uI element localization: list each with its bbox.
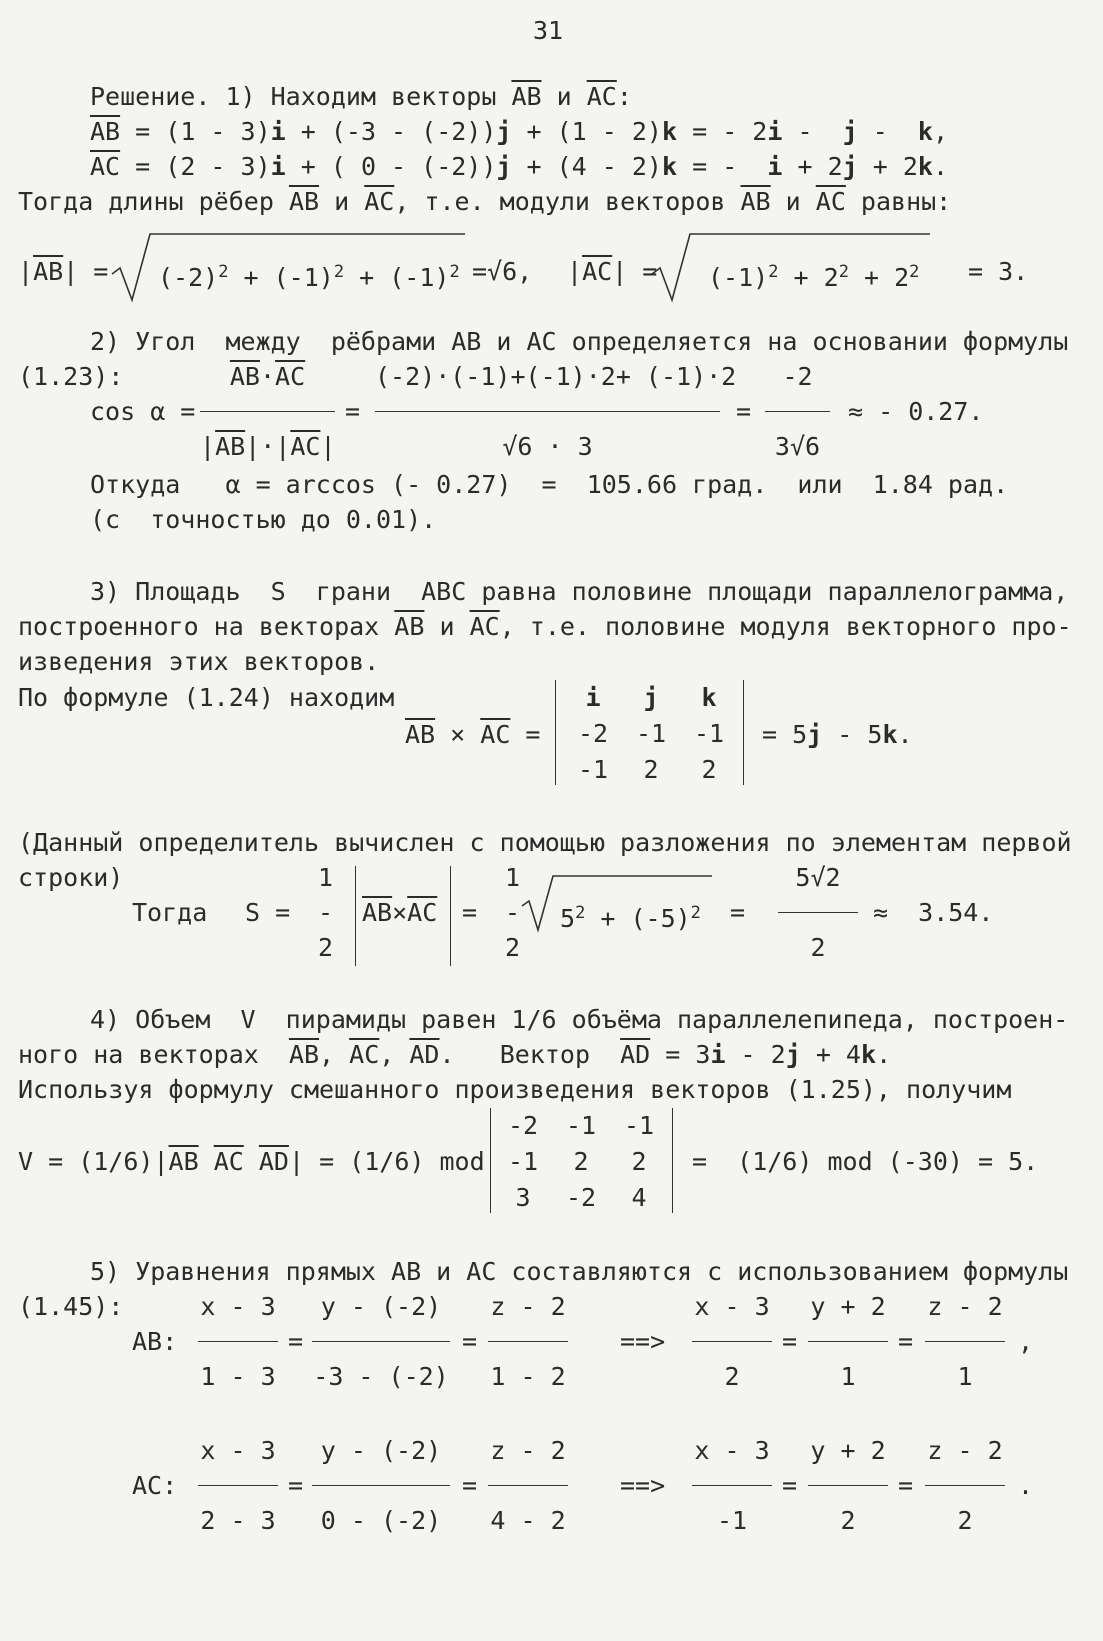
equation-numerator: z - 2 <box>490 1292 566 1321</box>
equation-denominator: 2 - 3 <box>200 1506 276 1535</box>
matrix-cell: i <box>585 683 601 712</box>
matrix-cell: 4 <box>631 1183 647 1212</box>
solution-heading: Решение. 1) Находим векторы $\overline{AB}$ и $\overline{AC}$: <box>90 82 632 111</box>
area-lhs: S = <box>245 898 291 927</box>
equation-fraction-line <box>925 1485 1005 1486</box>
equation-numerator: y + 2 <box>810 1292 886 1321</box>
matrix-cell: 2 <box>573 1147 589 1176</box>
half-denominator: 2 <box>505 933 521 962</box>
equals-sign: = <box>462 1471 478 1500</box>
determinant-bar-left <box>555 680 556 785</box>
matrix-cell: j <box>643 683 659 712</box>
equals-sign: = <box>462 898 478 927</box>
equals-sign: = <box>782 1471 798 1500</box>
lines-intro: 5) Уравнения прямых AB и AC составляются с использованием формулы <box>90 1257 1069 1286</box>
equals-sign: = <box>898 1471 914 1500</box>
equation-fraction-line <box>198 1341 278 1342</box>
equation-numerator: z - 2 <box>927 1292 1003 1321</box>
matrix-cell: -1 <box>577 755 609 784</box>
area-intro-3: изведения этих векторов. <box>18 647 380 676</box>
determinant-bar-right <box>672 1108 673 1213</box>
result-ab: =√6, <box>472 257 533 286</box>
equals-sign: = <box>736 397 752 426</box>
matrix-cell: 2 <box>631 1147 647 1176</box>
equation-denominator: 2 <box>957 1506 973 1535</box>
formula-ref-1-23: (1.23): <box>18 362 124 391</box>
matrix-cell: -1 <box>623 1111 655 1140</box>
equation-fraction-line <box>312 1341 450 1342</box>
determinant-note-1: (Данный определитель вычислен с помощью разложения по элементам первой <box>18 828 1072 857</box>
line-ab-label: AB: <box>132 1327 178 1356</box>
equation-denominator: 1 <box>957 1362 973 1391</box>
angle-result: Откуда α = arccos (- 0.27) = 105.66 град. или 1.84 рад. <box>90 470 1009 499</box>
matrix-cell: -1 <box>635 719 667 748</box>
determinant-bar-left <box>490 1108 491 1213</box>
equation-numerator: x - 3 <box>200 1436 276 1465</box>
cos-lhs: cos α = <box>90 397 196 426</box>
equals-sign: = <box>898 1327 914 1356</box>
radicand-ab: $(-2)^2 + (-1)^2 + (-1)^2$ <box>158 262 460 292</box>
modulus-ac-label: $|\overline{AC}|$ = <box>567 257 658 286</box>
equation-numerator: y - (-2) <box>320 1436 442 1465</box>
formula-ref-1-24: По формуле (1.24) находим <box>18 683 395 712</box>
equation-fraction-line <box>692 1341 772 1342</box>
equals-sign: = <box>288 1471 304 1500</box>
area-numerator: 5√2 <box>795 863 841 892</box>
matrix-cell: -2 <box>565 1183 597 1212</box>
cos-approx: ≈ - 0.27. <box>848 397 984 426</box>
abs-bar-right <box>450 866 451 966</box>
equation-period: . <box>1018 1471 1034 1500</box>
equation-fraction-line <box>808 1485 888 1486</box>
volume-intro-2: ного на векторах $\overline{AB}$, $\overline{AC}$, $\overline{AD}$. Вектор $\overline{AD} = 3i - 2j + 4k$. <box>18 1040 892 1069</box>
cos-denominator-2: √6 · 3 <box>502 432 593 461</box>
equation-fraction-line <box>312 1485 450 1486</box>
equation-numerator: z - 2 <box>490 1436 566 1465</box>
equals-sign: = <box>288 1327 304 1356</box>
equation-fraction-line <box>198 1485 278 1486</box>
matrix-cell: 3 <box>515 1183 531 1212</box>
equation-denominator: 4 - 2 <box>490 1506 566 1535</box>
equation-denominator: -3 - (-2) <box>313 1362 449 1391</box>
matrix-cell: -1 <box>693 719 725 748</box>
precision-note: (с точностью до 0.01). <box>90 505 437 534</box>
radicand-cross: $5^2 + (-5)^2$ <box>560 903 701 933</box>
equation-numerator: z - 2 <box>927 1436 1003 1465</box>
half-numerator: 1 <box>318 863 334 892</box>
equation-numerator: x - 3 <box>694 1436 770 1465</box>
vector-ac-line: $\overline{AC} = (2 - 3)i$ + ( 0 - (-2))j + (4 - 2)k = - i + 2j + 2k. <box>90 152 949 181</box>
equals-sign: = <box>730 898 746 927</box>
radicand-ac: $(-1)^2 + 2^2 + 2^2$ <box>708 262 920 292</box>
equation-denominator: -1 <box>716 1506 748 1535</box>
result-ac: = 3. <box>968 257 1029 286</box>
cross-product-lhs: $\overline{AB} \times \overline{AC}$ = <box>405 720 541 749</box>
cross-product-result: = 5j - 5k. <box>762 720 913 749</box>
equation-numerator: x - 3 <box>694 1292 770 1321</box>
matrix-cell: -1 <box>507 1147 539 1176</box>
cos-fraction-line-2 <box>375 411 720 412</box>
equation-denominator: 0 - (-2) <box>320 1506 442 1535</box>
equation-denominator: 1 - 2 <box>490 1362 566 1391</box>
equation-fraction-line <box>808 1341 888 1342</box>
vector-ab-line: $\overline{AB} = (1 - 3)i + (-3 - (-2))j + (1 - 2)k$ = - 2i - j - k, <box>90 117 949 146</box>
equals-sign: = <box>462 1327 478 1356</box>
equation-fraction-line <box>925 1341 1005 1342</box>
formula-ref-1-45: (1.45): <box>18 1292 124 1321</box>
modulus-ab-label: $|\overline{AB}|$ = <box>18 257 109 286</box>
page-number: 31 <box>533 16 564 45</box>
equation-denominator: 1 <box>840 1362 856 1391</box>
lengths-intro: Тогда длины рёбер $\overline{AB}$ и $\overline{AC}$, т.е. модули векторов $\overline{AB}$ и $\overline{AC}$ равны: <box>18 187 952 216</box>
implies-arrow: ==> <box>620 1327 666 1356</box>
cos-fraction-line-1 <box>200 411 335 412</box>
matrix-cell: -1 <box>565 1111 597 1140</box>
equation-numerator: y - (-2) <box>320 1292 442 1321</box>
cos-denominator-3: 3√6 <box>774 432 821 461</box>
half-bar: - <box>505 898 521 927</box>
implies-arrow: ==> <box>620 1471 666 1500</box>
area-intro-2: построенного на векторах $\overline{AB}$ и $\overline{AC}$, т.е. половине модуля векторного про- <box>18 612 1072 641</box>
equation-denominator: 2 <box>724 1362 740 1391</box>
volume-intro-3: Используя формулу смешанного произведения векторов (1.25), получим <box>18 1075 1012 1104</box>
cos-numerator-3: -2 <box>782 362 813 391</box>
angle-intro: 2) Угол между рёбрами AB и AC определяется на основании формулы <box>90 327 1069 356</box>
equation-denominator: 2 <box>840 1506 856 1535</box>
equation-numerator: x - 3 <box>200 1292 276 1321</box>
then-label: Тогда <box>132 898 208 927</box>
half-denominator: 2 <box>318 933 334 962</box>
equals-sign: = <box>345 397 361 426</box>
half-numerator: 1 <box>505 863 521 892</box>
equals-sign: = <box>782 1327 798 1356</box>
area-fraction-line <box>778 912 858 913</box>
cos-numerator-1: $\overline{AB}\cdot\overline{AC}$ <box>229 362 306 391</box>
volume-result: = (1/6) mod (-30) = 5. <box>692 1147 1039 1176</box>
matrix-cell: 2 <box>643 755 659 784</box>
matrix-cell: k <box>701 683 717 712</box>
cos-fraction-line-3 <box>765 411 830 412</box>
area-result: ≈ 3.54. <box>873 898 994 927</box>
equation-denominator: 1 - 3 <box>200 1362 276 1391</box>
determinant-bar-right <box>743 680 744 785</box>
equation-numerator: y + 2 <box>810 1436 886 1465</box>
equation-fraction-line <box>488 1341 568 1342</box>
cos-numerator-2: (-2)·(-1)+(-1)·2+ (-1)·2 <box>375 362 737 391</box>
determinant-note-2: строки) <box>18 863 124 892</box>
line-ac-label: AC: <box>132 1471 178 1500</box>
equation-fraction-line <box>692 1485 772 1486</box>
matrix-cell: -2 <box>577 719 609 748</box>
abs-content: $\overline{AB}\times\overline{AC}$ <box>362 898 438 927</box>
cos-denominator-1: $|\overline{AB}|\cdot|\overline{AC}|$ <box>200 432 336 461</box>
matrix-cell: 2 <box>701 755 717 784</box>
half-bar: - <box>318 898 334 927</box>
matrix-cell: -2 <box>507 1111 539 1140</box>
abs-bar-left <box>355 866 356 966</box>
area-denominator: 2 <box>810 933 826 962</box>
equation-fraction-line <box>488 1485 568 1486</box>
volume-intro-1: 4) Объем V пирамиды равен 1/6 объёма параллелепипеда, построен- <box>90 1005 1069 1034</box>
volume-lhs: $V = (1/6)|\overline{AB}$ $\overline{AC}$ $\overline{AD}| = (1/6)$ mod <box>18 1147 485 1176</box>
area-intro-1: 3) Площадь S грани ABC равна половине площади параллелограмма, <box>90 577 1069 606</box>
equation-comma: , <box>1018 1327 1034 1356</box>
